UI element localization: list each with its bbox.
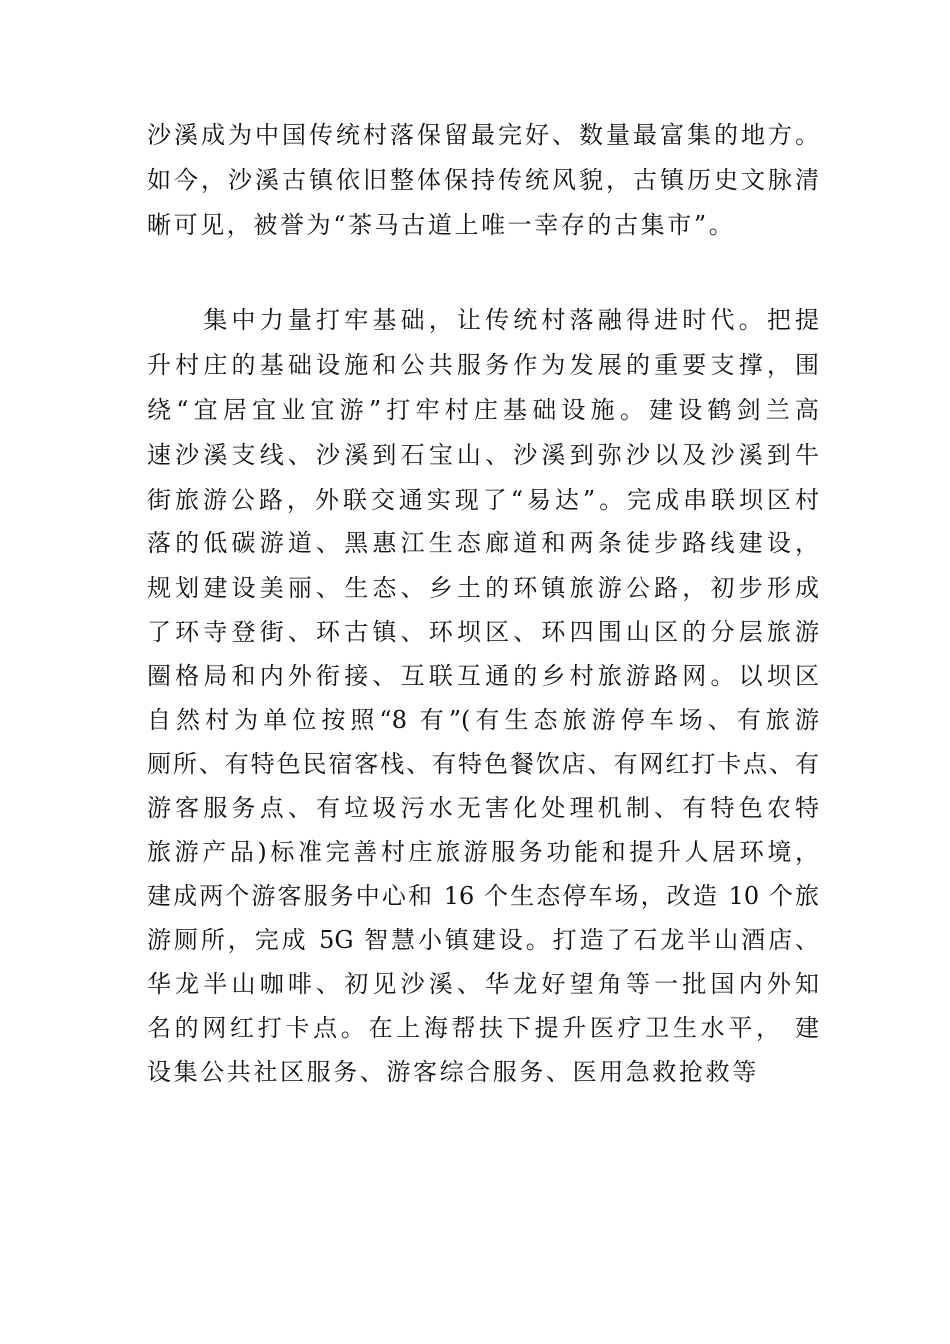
text-line: 旅游产品)标准完善村庄旅游服务功能和提升人居环境，	[147, 838, 819, 866]
text-line: 升村庄的基础设施和公共服务作为发展的重要支撑，围	[147, 351, 819, 379]
text-line: 华龙半山咖啡、初见沙溪、华龙好望角等一批国内外知	[147, 970, 819, 998]
text-line: 自然村为单位按照“8 有”(有生态旅游停车场、有旅游	[147, 706, 819, 734]
text-line: 速沙溪支线、沙溪到石宝山、沙溪到弥沙以及沙溪到牛	[147, 441, 819, 469]
text-line: 如今，沙溪古镇依旧整体保持传统风貌，古镇历史文脉清	[147, 166, 819, 194]
text-line: 名的网红打卡点。在上海帮扶下提升医疗卫生水平， 建	[147, 1014, 819, 1042]
text-line: 规划建设美丽、生态、乡土的环镇旅游公路，初步形成	[147, 574, 819, 602]
text-line: 晰可见，被誉为“茶马古道上唯一幸存的古集市”。	[147, 211, 736, 239]
text-line: 了环寺登街、环古镇、环坝区、环四围山区的分层旅游	[147, 618, 819, 646]
text-line: 游厕所，完成 5G 智慧小镇建设。打造了石龙半山酒店、	[147, 926, 819, 954]
text-line: 设集公共社区服务、游客综合服务、医用急救抢救等	[147, 1058, 759, 1086]
text-line: 厕所、有特色民宿客栈、有特色餐饮店、有网红打卡点、有	[147, 750, 819, 778]
text-line: 建成两个游客服务中心和 16 个生态停车场，改造 10 个旅	[147, 882, 819, 910]
text-line: 沙溪成为中国传统村落保留最完好、数量最富集的地方。	[147, 121, 819, 149]
text-line: 集中力量打牢基础，让传统村落融得进时代。把提	[147, 306, 819, 334]
text-line: 圈格局和内外衔接、互联互通的乡村旅游路网。以坝区	[147, 662, 819, 690]
text-line: 游客服务点、有垃圾污水无害化处理机制、有特色农特	[147, 794, 819, 822]
text-line: 街旅游公路，外联交通实现了“易达”。完成串联坝区村	[147, 486, 819, 514]
text-line: 绕“宜居宜业宜游”打牢村庄基础设施。建设鹤剑兰高	[147, 396, 819, 424]
text-line: 落的低碳游道、黑惠江生态廊道和两条徒步路线建设，	[147, 529, 819, 557]
